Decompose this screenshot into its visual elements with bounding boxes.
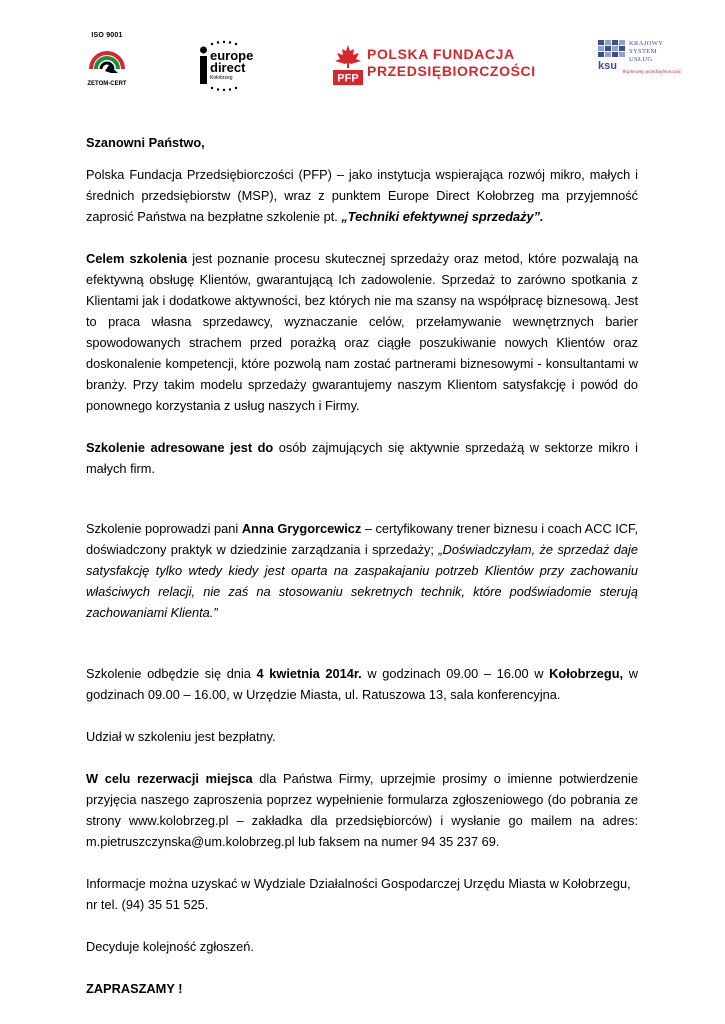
- contact-line2: nr tel. (94) 35 51 525.: [86, 897, 209, 912]
- ksu-line2: SYSTEM: [629, 48, 657, 55]
- date-text-c: w godzinach 09.00 – 16.00, w Urzędzie Miasta, ul. Ratuszowa 13, sala konferencyjna.: [86, 666, 638, 702]
- europe-word: europe: [210, 48, 254, 63]
- pfp-name-line1: POLSKA FUNDACJA: [367, 46, 515, 62]
- ksu-abbr: ksu: [598, 60, 617, 72]
- date-text-a: Szkolenie odbędzie się dnia: [86, 666, 257, 681]
- free-paragraph: Udział w szkoleniu jest bezpłatny.: [86, 729, 276, 744]
- intro-text: Polska Fundacja Przedsiębiorczości (PFP) – jako instytucja wspierająca rozwój mikro, małych i średnich przedsiębiorstw (MSP), wraz z punktem Europe Direct Kołobrzeg ma przyjemność zaprosić Państwa na bezpłatne szkolenie pt.: [86, 167, 638, 224]
- ksu-logo: [598, 40, 682, 80]
- audience-lead: Szkolenie adresowane jest do: [86, 440, 274, 455]
- ksu-line3: USŁUG: [629, 56, 653, 63]
- iso-logo: [84, 32, 130, 94]
- trainer-name: Anna Grygorcewicz: [241, 521, 362, 536]
- reservation-text: dla Państwa Firmy, uprzejmie prosimy o imienne potwierdzenie przyjęcia naszego zaproszenia poprzez wypełnienie formularza zgłoszeniowego (do pobrania ze strony www.kolobrzeg.pl – zakładka dla przedsiębiorców) i wysłanie go mailem na adres: m.pietruszczynska@um.kolobrzeg.pl lub faksem na numer 94 35 237 69.: [86, 771, 638, 849]
- trainer-quote: „Doświadczyłam, że sprzedaż daje satysfakcję tylko wtedy kiedy jest oparta na zaspakajaniu potrzeb Klientów przy zachowaniu właściwych relacji, nie zaś na stosowaniu sekretnych technik, które podświadomie sterują zachowaniami Klienta.”: [86, 542, 638, 620]
- goal-paragraph: [86, 248, 638, 416]
- date-paragraph: [86, 663, 638, 705]
- kolobrzeg-word: Kołobrzeg: [210, 75, 233, 81]
- contact-paragraph: [86, 873, 638, 915]
- training-city: Kołobrzegu,: [549, 666, 624, 681]
- maple-leaf-icon: [333, 44, 363, 86]
- reservation-lead: W celu rezerwacji miejsca: [86, 771, 253, 786]
- header-logos: [0, 0, 725, 110]
- ksu-line1: KRAJOWY: [629, 40, 664, 47]
- trainer-paragraph: [86, 518, 638, 623]
- contact-line1: Informacje można uzyskać w Wydziale Działalności Gospodarczej Urzędu Miasta w Kołobrzegu,: [86, 876, 631, 891]
- greeting: Szanowni Państwo,: [86, 135, 205, 150]
- direct-word: direct: [210, 60, 246, 75]
- ksu-tagline: Wspieramy przedsiębiorczość: [622, 70, 682, 75]
- pfp-name-line2: PRZEDSIĘBIORCZOŚCI: [367, 63, 536, 79]
- letter-body: [86, 132, 638, 999]
- training-date: 4 kwietnia 2014r.: [256, 666, 362, 681]
- reservation-paragraph: [86, 768, 638, 852]
- audience-text: osób zajmujących się aktywnie sprzedażą w sektorze mikro i małych firm.: [86, 440, 638, 476]
- europe-direct-logo: [196, 40, 260, 92]
- training-title: „Techniki efektywnej sprzedaży”.: [341, 209, 544, 224]
- trainer-desc: – certyfikowany trener biznesu i coach ACC ICF, doświadczony praktyk w dziedzinie zarządzania i sprzedaży;: [86, 521, 638, 557]
- iso-cert-name: ZETOM-CERT: [87, 81, 127, 87]
- order-paragraph: Decyduje kolejność zgłoszeń.: [86, 939, 254, 954]
- closing: ZAPRASZAMY !: [86, 981, 183, 996]
- iso-certificate-icon: [87, 39, 127, 75]
- pfp-logo: [333, 44, 536, 86]
- goal-lead: Celem szkolenia: [86, 251, 188, 266]
- trainer-intro: Szkolenie poprowadzi pani: [86, 521, 242, 536]
- intro-paragraph: [86, 164, 638, 227]
- date-text-b: w godzinach 09.00 – 16.00 w: [361, 666, 550, 681]
- pfp-abbr: PFP: [337, 72, 359, 85]
- audience-paragraph: [86, 437, 638, 479]
- iso-title: ISO 9001: [91, 32, 123, 39]
- goal-text: jest poznanie procesu skutecznej sprzedaży oraz metod, które pozwalają na efektywną obsługę Klientów, gwarantującą Ich zadowolenie. Sprzedaż to zarówno spotkania z Klientami jak i dodatkowe aktywności, bez których nie ma szansy na współpracę biznesową. Jest to praca własna sprzedawcy, wyznaczanie celów, przełamywanie wewnętrznych barier spowodowanych strachem przed porażką oraz ciągłe poszukiwanie nowych Klientów oraz doskonalenie kompetencji, które pozwolą nam zostać partnerami biznesowymi - konsultantami w branży. Przy takim modelu sprzedaży gwarantujemy naszym Klientom satysfakcję i powód do ponownego korzystania z usług naszych i Firmy.: [86, 251, 638, 413]
- ksu-grid-icon: [598, 40, 626, 60]
